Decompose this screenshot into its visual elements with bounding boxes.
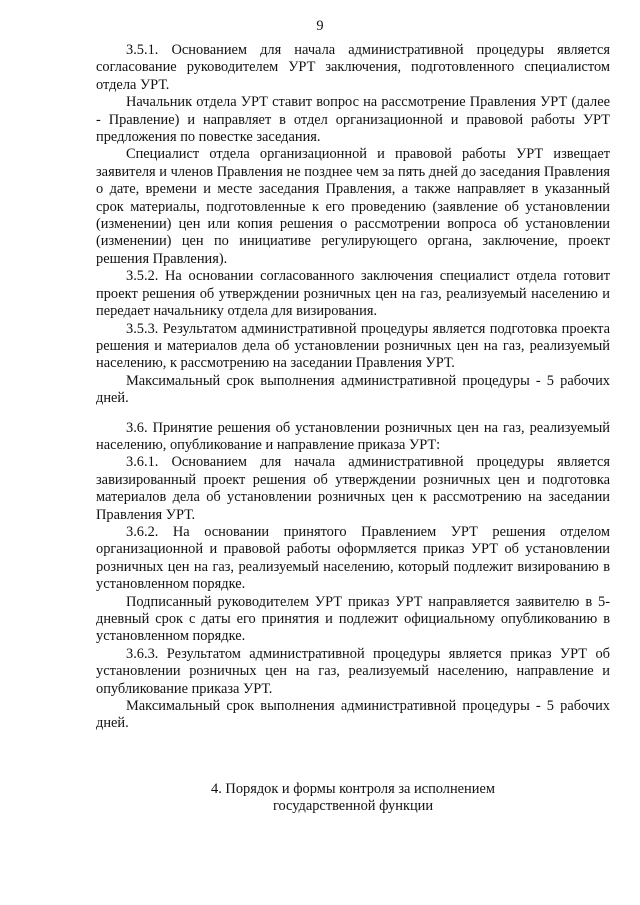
- document-body: [96, 42, 610, 733]
- paragraph-3-6-1: 3.6.1. Основанием для начала административной процедуры является завизированный проект решения об утверждении розничных цен и подготовка материалов дела об установлении розничных цен к рассмотрению на заседании Правления УРТ.: [96, 454, 610, 523]
- page-number: 9: [316, 18, 324, 34]
- section-heading-line-1: 4. Порядок и формы контроля за исполнением: [211, 781, 495, 797]
- paragraph-3-5-3: 3.5.3. Результатом административной процедуры является подготовка проекта решения и материалов дела об установлении розничных цен на газ, реализуемый населению, к рассмотрению на заседании Правления УРТ.: [96, 320, 610, 372]
- paragraph-3-6: 3.6. Принятие решения об установлении розничных цен на газ, реализуемый населению, опубликование и направление приказа УРТ:: [96, 419, 610, 453]
- paragraph-signed-order: Подписанный руководителем УРТ приказ УРТ направляется заявителю в 5-дневный срок с даты его принятия и подлежит официальному опубликованию в установленном порядке.: [96, 593, 610, 645]
- paragraph-3-6-3: 3.6.3. Результатом административной процедуры является приказ УРТ об установлении розничных цен на газ, реализуемый населению, направление и опубликование приказа УРТ.: [96, 645, 610, 697]
- section-heading: [96, 781, 610, 816]
- section-heading-line-2: государственной функции: [272, 798, 434, 815]
- paragraph-3-5-2: 3.5.2. На основании согласованного заключения специалист отдела готовит проект решения об утверждении розничных цен на газ, реализуемый населению и передает начальнику отдела для визирования.: [96, 268, 610, 320]
- paragraph-3-6-2: 3.6.2. На основании принятого Правлением УРТ решения отделом организационной и правовой работы оформляется приказ УРТ об установлении розничных цен на газ, реализуемый населению, который подлежит визированию в установленном порядке.: [96, 523, 610, 593]
- paragraph-specialist-notifies: Специалист отдела организационной и правовой работы УРТ извещает заявителя и членов Правления не позднее чем за пять дней до заседания Правления о дате, времени и месте заседания Правления, а также направляет в указанный срок материалы, подготовленные к его проведению (заявление об установлении (изменении) цен или копия решения о рассмотрении вопроса об установлении (изменении) цен по инициативе регулирующего органа, заключение, проект решения Правления).: [96, 146, 610, 267]
- paragraph-max-term-2: Максимальный срок выполнения административной процедуры - 5 рабочих дней.: [96, 698, 610, 732]
- paragraph-chief-of-department: Начальник отдела УРТ ставит вопрос на рассмотрение Правления УРТ (далее - Правление) и направляет в отдел организационной и правовой работы УРТ предложения по повестке заседания.: [96, 94, 610, 146]
- paragraph-max-term-1: Максимальный срок выполнения административной процедуры - 5 рабочих дней.: [96, 372, 610, 407]
- paragraph-3-5-1: 3.5.1. Основанием для начала административной процедуры является согласование руководителем УРТ заключения, подготовленного специалистом отдела УРТ.: [96, 42, 610, 93]
- paragraph-gap: [96, 408, 610, 420]
